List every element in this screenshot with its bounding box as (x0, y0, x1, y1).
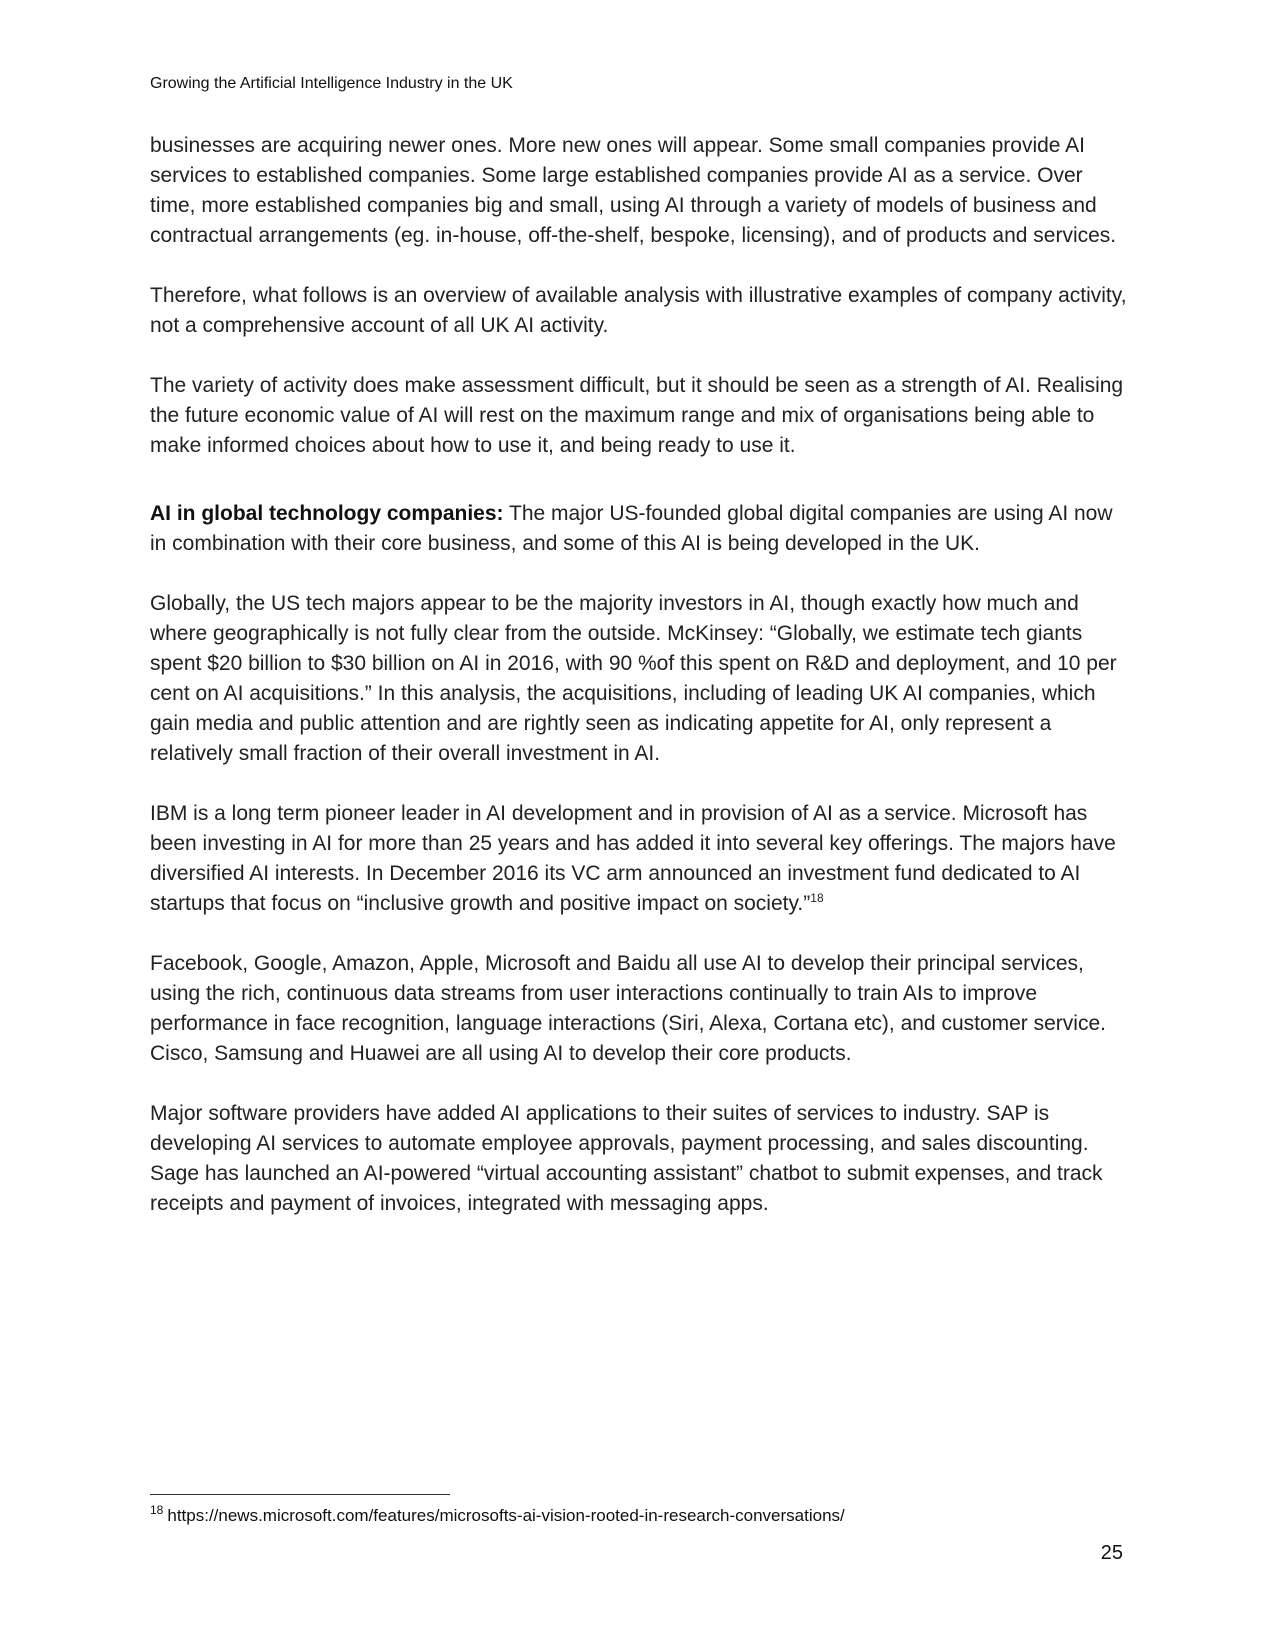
footnote-link[interactable]: https://news.microsoft.com/features/microsofts-ai-vision-rooted-in-research-conversations/ (167, 1506, 845, 1525)
paragraph-1: businesses are acquiring newer ones. More new ones will appear. Some small companies provide AI services to established companies. Some large established companies provide AI as a service. Over time, more established companies big and small, using AI through a variety of models of business and contractual arrangements (eg. in-house, off-the-shelf, bespoke, licensing), and of products and services. (150, 134, 1117, 247)
footnote-divider (150, 1494, 450, 1495)
paragraph-4-text: The major US-founded global digital companies are using AI now in combination with their core business, and some of this AI is being developed in the UK. (150, 502, 1113, 555)
footnote-number: 18 (150, 1503, 164, 1518)
page-number: 25 (1100, 1542, 1123, 1564)
footnote (150, 1505, 845, 1527)
paragraph-6 (150, 799, 1130, 919)
footnote-reference[interactable]: 18 (810, 891, 824, 905)
paragraph-2: Therefore, what follows is an overview of available analysis with illustrative examples of company activity, not a comprehensive account of all UK AI activity. (150, 284, 1127, 337)
section-heading: AI in global technology companies: (150, 502, 504, 525)
main-content (150, 131, 1130, 1249)
paragraph-4 (150, 499, 1130, 559)
paragraph-7: Facebook, Google, Amazon, Apple, Microsoft and Baidu all use AI to develop their principal services, using the rich, continuous data streams from user interactions continually to train AIs to improve performance in face recognition, language interactions (Siri, Alexa, Cortana etc), and customer service. Cisco, Samsung and Huawei are all using AI to develop their core products. (150, 952, 1106, 1065)
paragraph-3: The variety of activity does make assessment difficult, but it should be seen as a strength of AI. Realising the future economic value of AI will rest on the maximum range and mix of organisations being able to make informed choices about how to use it, and being ready to use it. (150, 374, 1124, 457)
paragraph-8: Major software providers have added AI applications to their suites of services to industry. SAP is developing AI services to automate employee approvals, payment processing, and sales discounting. Sage has launched an AI-powered “virtual accounting assistant” chatbot to submit expenses, and track receipts and payment of invoices, integrated with messaging apps. (150, 1102, 1103, 1215)
running-header: Growing the Artificial Intelligence Industry in the UK (150, 75, 513, 92)
paragraph-6-text: IBM is a long term pioneer leader in AI development and in provision of AI as a service. Microsoft has been investing in AI for more than 25 years and has added it into several key offerings. The majors have diversified AI interests. In December 2016 its VC arm announced an investment fund dedicated to AI startups that focus on “inclusive growth and positive impact on society.” (150, 802, 1116, 915)
paragraph-5: Globally, the US tech majors appear to be the majority investors in AI, though exactly how much and where geographically is not fully clear from the outside. McKinsey: “Globally, we estimate tech giants spent $20 billion to $30 billion on AI in 2016, with 90 %of this spent on R&D and deployment, and 10 per cent on AI acquisitions.” In this analysis, the acquisitions, including of leading UK AI companies, which gain media and public attention and are rightly seen as indicating appetite for AI, only represent a relatively small fraction of their overall investment in AI. (150, 592, 1117, 765)
